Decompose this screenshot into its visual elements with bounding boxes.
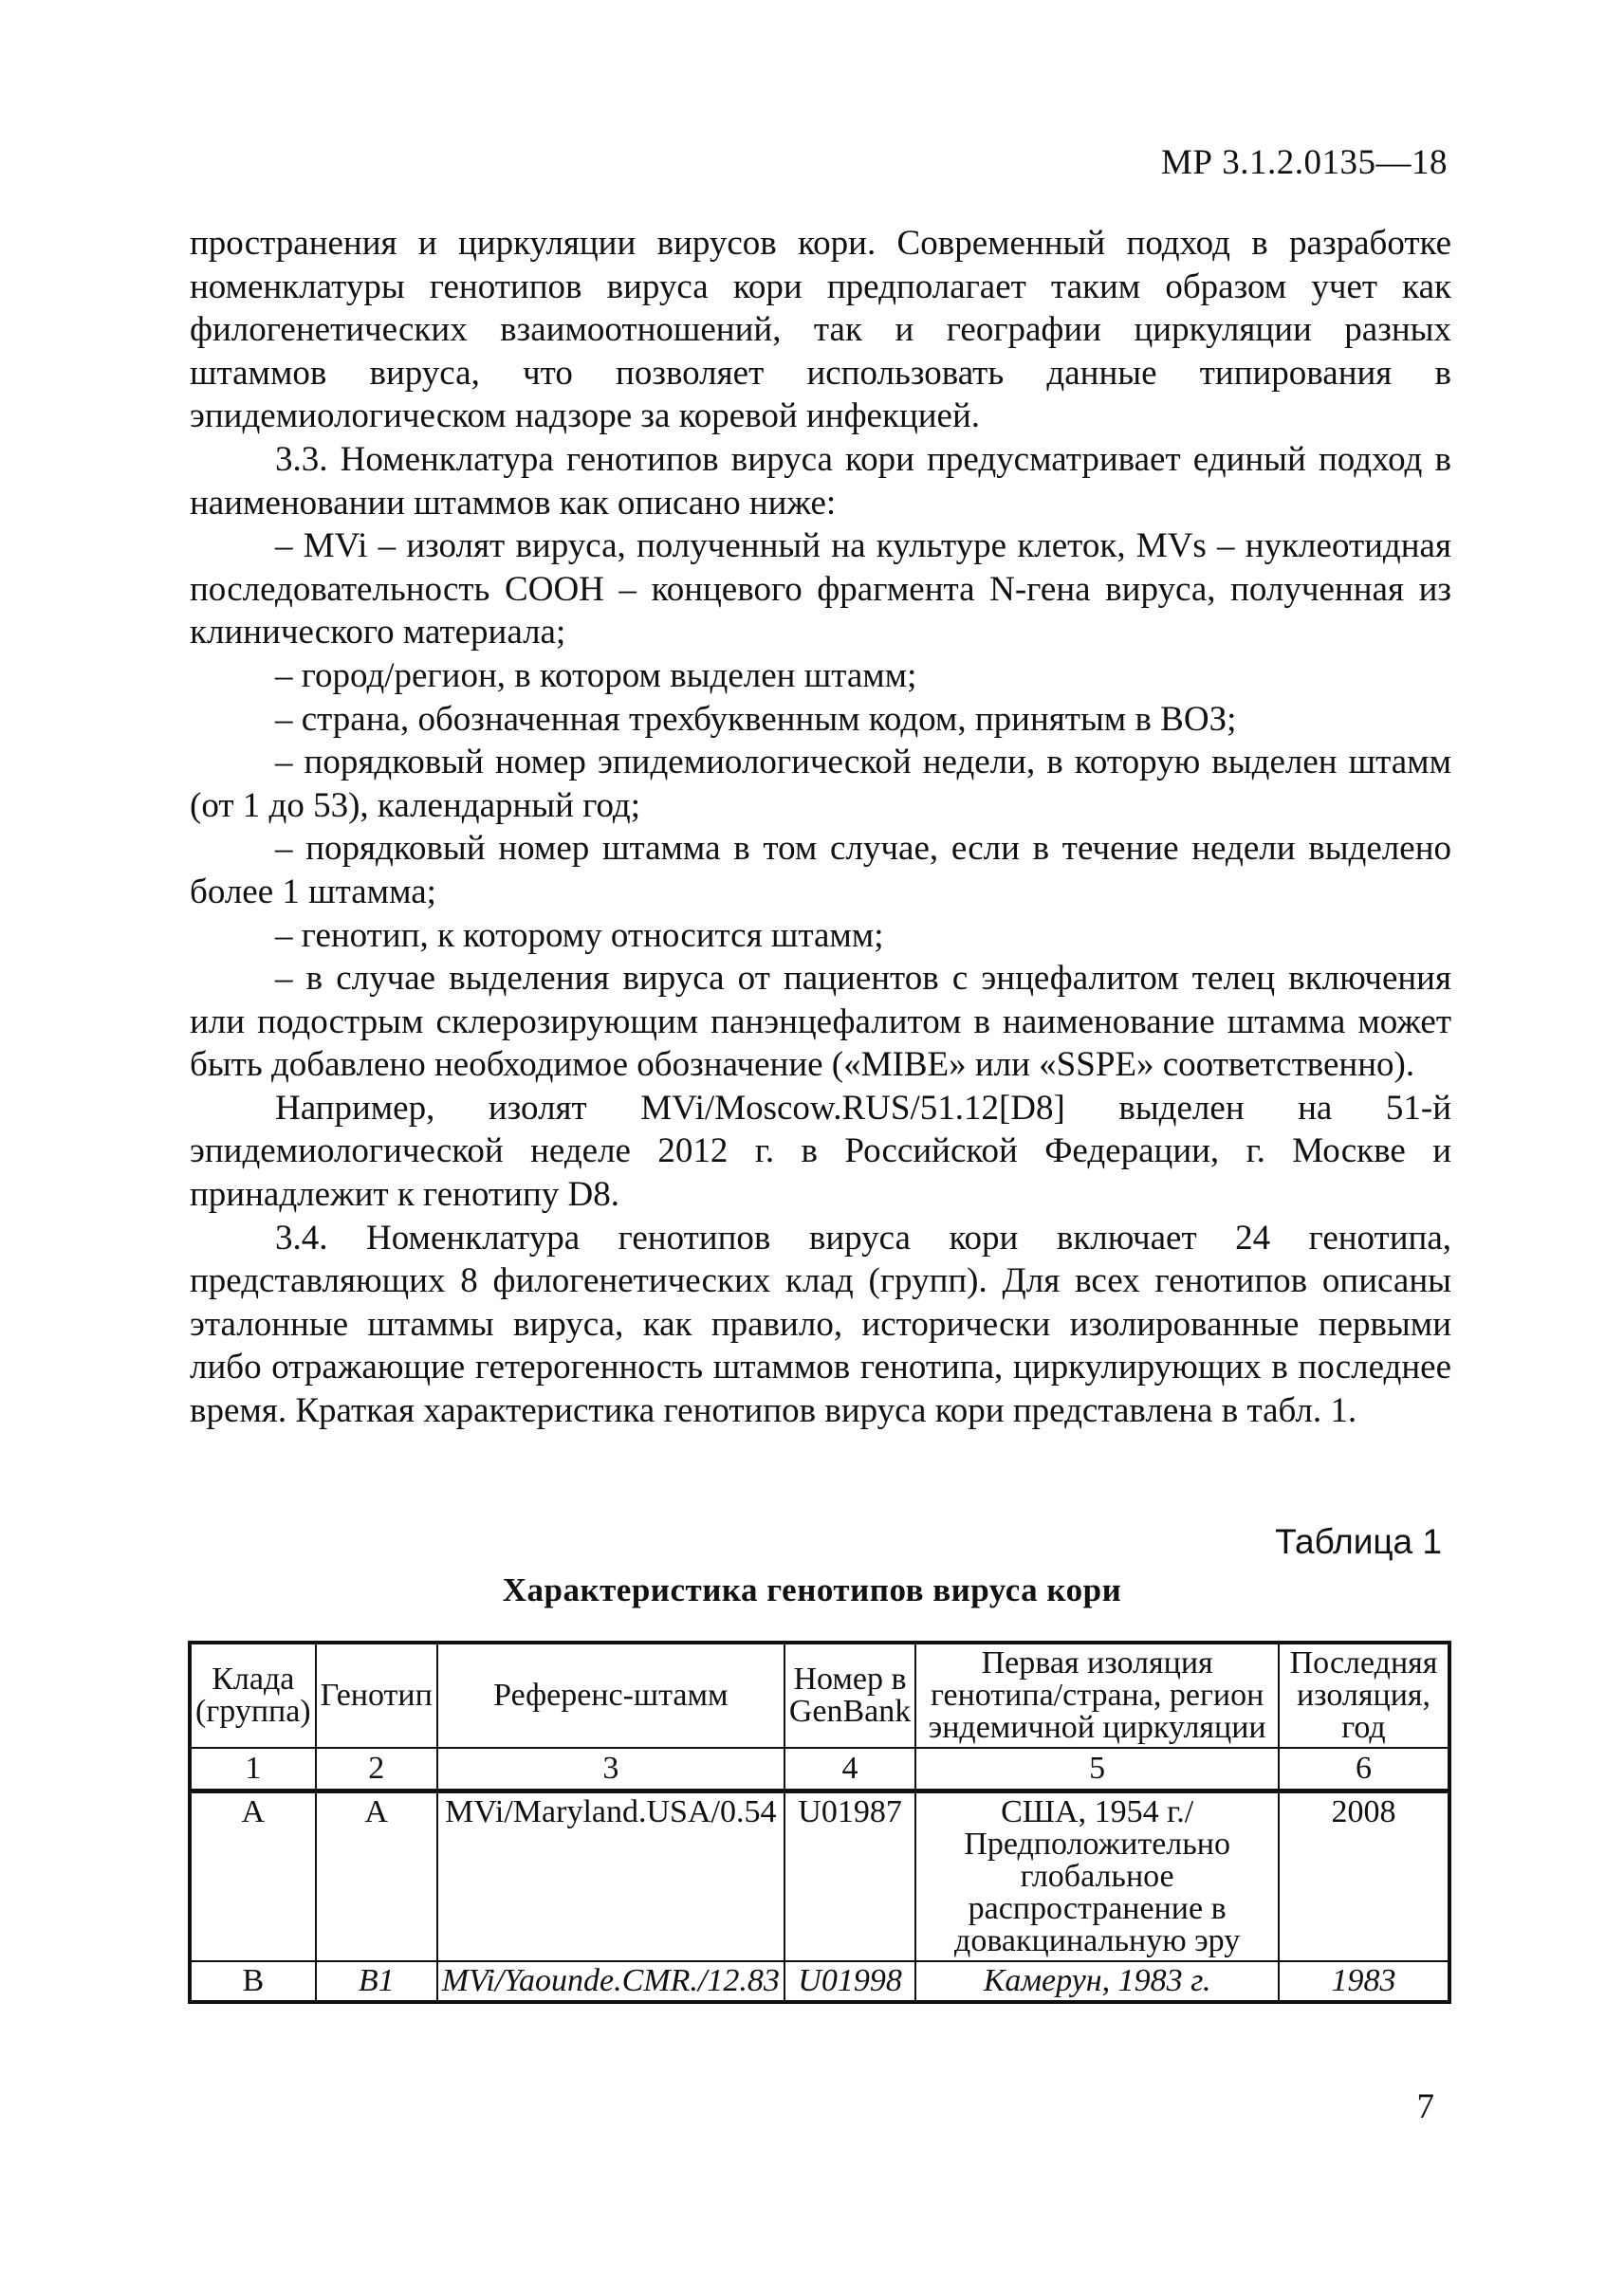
cell-reference-strain: MVi/Yaounde.CMR./12.83 [437,1961,784,2002]
list-item: – порядковый номер эпидемиологической недели, в которую выделен штамм (от 1 до 53), календарный год; [190,743,1451,825]
table-row [190,1961,1449,2002]
cell-genotype: A [316,1791,437,1962]
column-number: 3 [437,1748,784,1791]
header-reference-strain: Референс-штамм [437,1643,784,1748]
document-code: МР 3.1.2.0135—18 [1161,143,1448,182]
page-number: 7 [1416,2087,1434,2126]
column-number: 5 [915,1748,1279,1791]
paragraph: 3.4. Номенклатура генотипов вируса кори включает 24 генотипа, представляющих 8 филогенетических клад (групп). Для всех генотипов описаны эталонные штаммы вируса, как правило, исторически изолированные первыми либо отражающие гетерогенность штаммов генотипа, циркулирующих в последнее время. Краткая характеристика генотипов вируса кори представлена в табл. 1. [190,1218,1451,1431]
header-clade: Клада (группа) [190,1643,316,1748]
list-item: – порядковый номер штамма в том случае, если в течение недели выделено более 1 штамма; [190,829,1451,911]
table-header-row [190,1643,1449,1748]
cell-first-isolation: США, 1954 г./ Предположительно глобальное распространение в довакцинальную эру [915,1791,1279,1962]
table-title: Характеристика генотипов вируса кори [502,1571,1122,1608]
table-number: Таблица 1 [1275,1522,1442,1561]
list-item: – в случае выделения вируса от пациентов с энцефалитом телец включения или подострым склерозирующим панэнцефалитом в наименование штамма может быть добавлено необходимое обозначение («MIBE» или «SSPE» соответственно). [190,959,1451,1085]
cell-first-isolation: Камерун, 1983 г. [915,1961,1279,2002]
cell-clade: A [190,1791,316,1962]
cell-genbank: U01987 [784,1791,915,1962]
paragraph: 3.3. Номенклатура генотипов вируса кори предусматривает единый подход в наименовании штаммов как описано ниже: [190,439,1451,523]
genotype-table [188,1641,1451,2004]
cell-genotype: B1 [316,1961,437,2002]
column-number: 4 [784,1748,915,1791]
cell-clade: B [190,1961,316,2002]
column-number: 2 [316,1748,437,1791]
header-genbank: Номер в GenBank [784,1643,915,1748]
header-genotype: Генотип [316,1643,437,1748]
column-number: 1 [190,1748,316,1791]
table-row [190,1791,1449,1962]
cell-last-isolation: 1983 [1279,1961,1449,2002]
paragraph: пространения и циркуляции вирусов кори. Современный подход в разработке номенклатуры генотипов вируса кори предполагает таким образом учет как филогенетических взаимоотношений, так и географии циркуляции разных штаммов вируса, что позволяет использовать данные типирования в эпидемиологическом надзоре за коревой инфекцией. [190,224,1451,436]
header-first-isolation: Первая изоляция генотипа/страна, регион эндемичной циркуляции [915,1643,1279,1748]
header-last-isolation: Последняя изоляция, год [1279,1643,1449,1748]
column-number: 6 [1279,1748,1449,1791]
list-item: – город/регион, в котором выделен штамм; [275,655,917,695]
column-number-row [190,1748,1449,1791]
list-item: – генотип, к которому относится штамм; [275,915,884,955]
cell-genbank: U01998 [784,1961,915,2002]
paragraph: Например, изолят MVi/Moscow.RUS/51.12[D8] выделен на 51-й эпидемиологической неделе 2012 г. в Российской Федерации, г. Москве и принадлежит к генотипу D8. [190,1088,1451,1215]
cell-reference-strain: MVi/Maryland.USA/0.54 [437,1791,784,1962]
list-item: – страна, обозначенная трехбуквенным кодом, принятым в ВОЗ; [275,699,1237,739]
list-item: – MVi – изолят вируса, полученный на культуре клеток, MVs – нуклеотидная последовательность СООН – концевого фрагмента N-гена вируса, полученная из клинического материала; [190,526,1451,652]
body-text [190,222,1451,1433]
cell-last-isolation: 2008 [1279,1791,1449,1962]
